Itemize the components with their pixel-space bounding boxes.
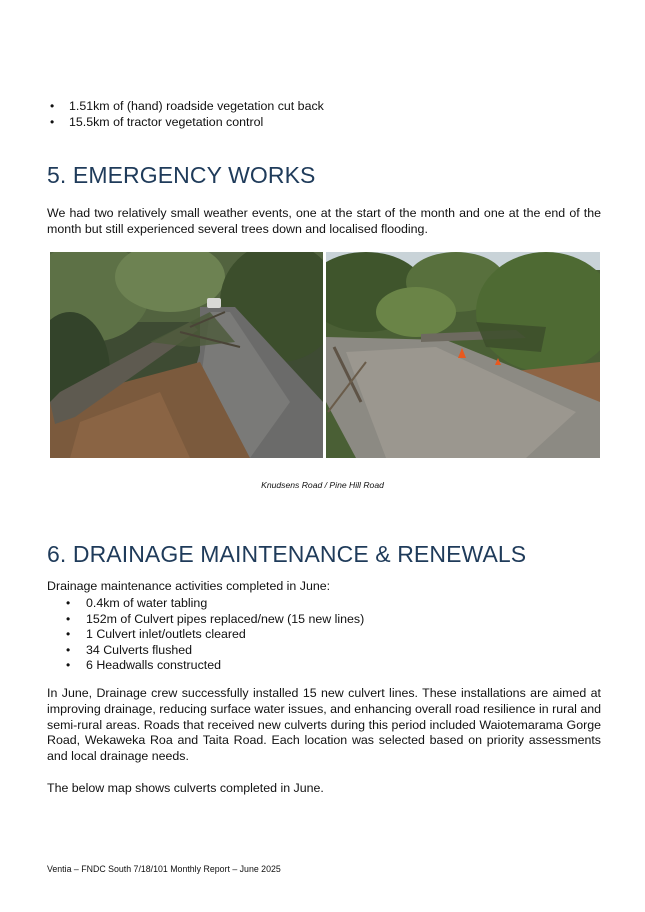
photo-caption: Knudsens Road / Pine Hill Road — [261, 480, 384, 490]
list-item: • 0.4km of water tabling — [65, 596, 364, 612]
list-item: • 15.5km of tractor vegetation control — [48, 115, 324, 131]
list-item: • 6 Headwalls constructed — [65, 658, 364, 674]
list-item: • 34 Culverts flushed — [65, 643, 364, 659]
emergency-photos — [50, 252, 600, 458]
section-5-paragraph: We had two relatively small weather events, one at the start of the month and one at the end of the month but still experienced several trees down and localised flooding. — [47, 206, 601, 236]
photo-fallen-tree-pine-hill-road — [326, 252, 600, 458]
drainage-intro: Drainage maintenance activities completed in June: — [47, 579, 331, 593]
photo-fallen-tree-knudsens-road — [50, 252, 323, 458]
list-item: • 1.51km of (hand) roadside vegetation cut back — [48, 99, 324, 115]
page-footer: Ventia – FNDC South 7/18/101 Monthly Report – June 2025 — [47, 864, 281, 874]
list-item: • 152m of Culvert pipes replaced/new (15 new lines) — [65, 612, 364, 628]
section-6-heading: 6. DRAINAGE MAINTENANCE & RENEWALS — [47, 541, 527, 567]
vegetation-bullet-list — [48, 99, 324, 130]
drainage-paragraph: In June, Drainage crew successfully installed 15 new culvert lines. These installations are aimed at improving drainage, reducing surface water issues, and enhancing overall road resilience in rural and semi-rural areas. Roads that received new culverts during this period included Waiotemarama Gorge Road, Wekaweka Roa and Taita Road. Each location was selected based on priority assessments and local drainage needs. — [47, 686, 601, 764]
section-5-heading: 5. EMERGENCY WORKS — [47, 162, 316, 188]
drainage-activities-list — [65, 596, 364, 674]
list-item: • 1 Culvert inlet/outlets cleared — [65, 627, 364, 643]
map-note: The below map shows culverts completed in June. — [47, 781, 324, 795]
